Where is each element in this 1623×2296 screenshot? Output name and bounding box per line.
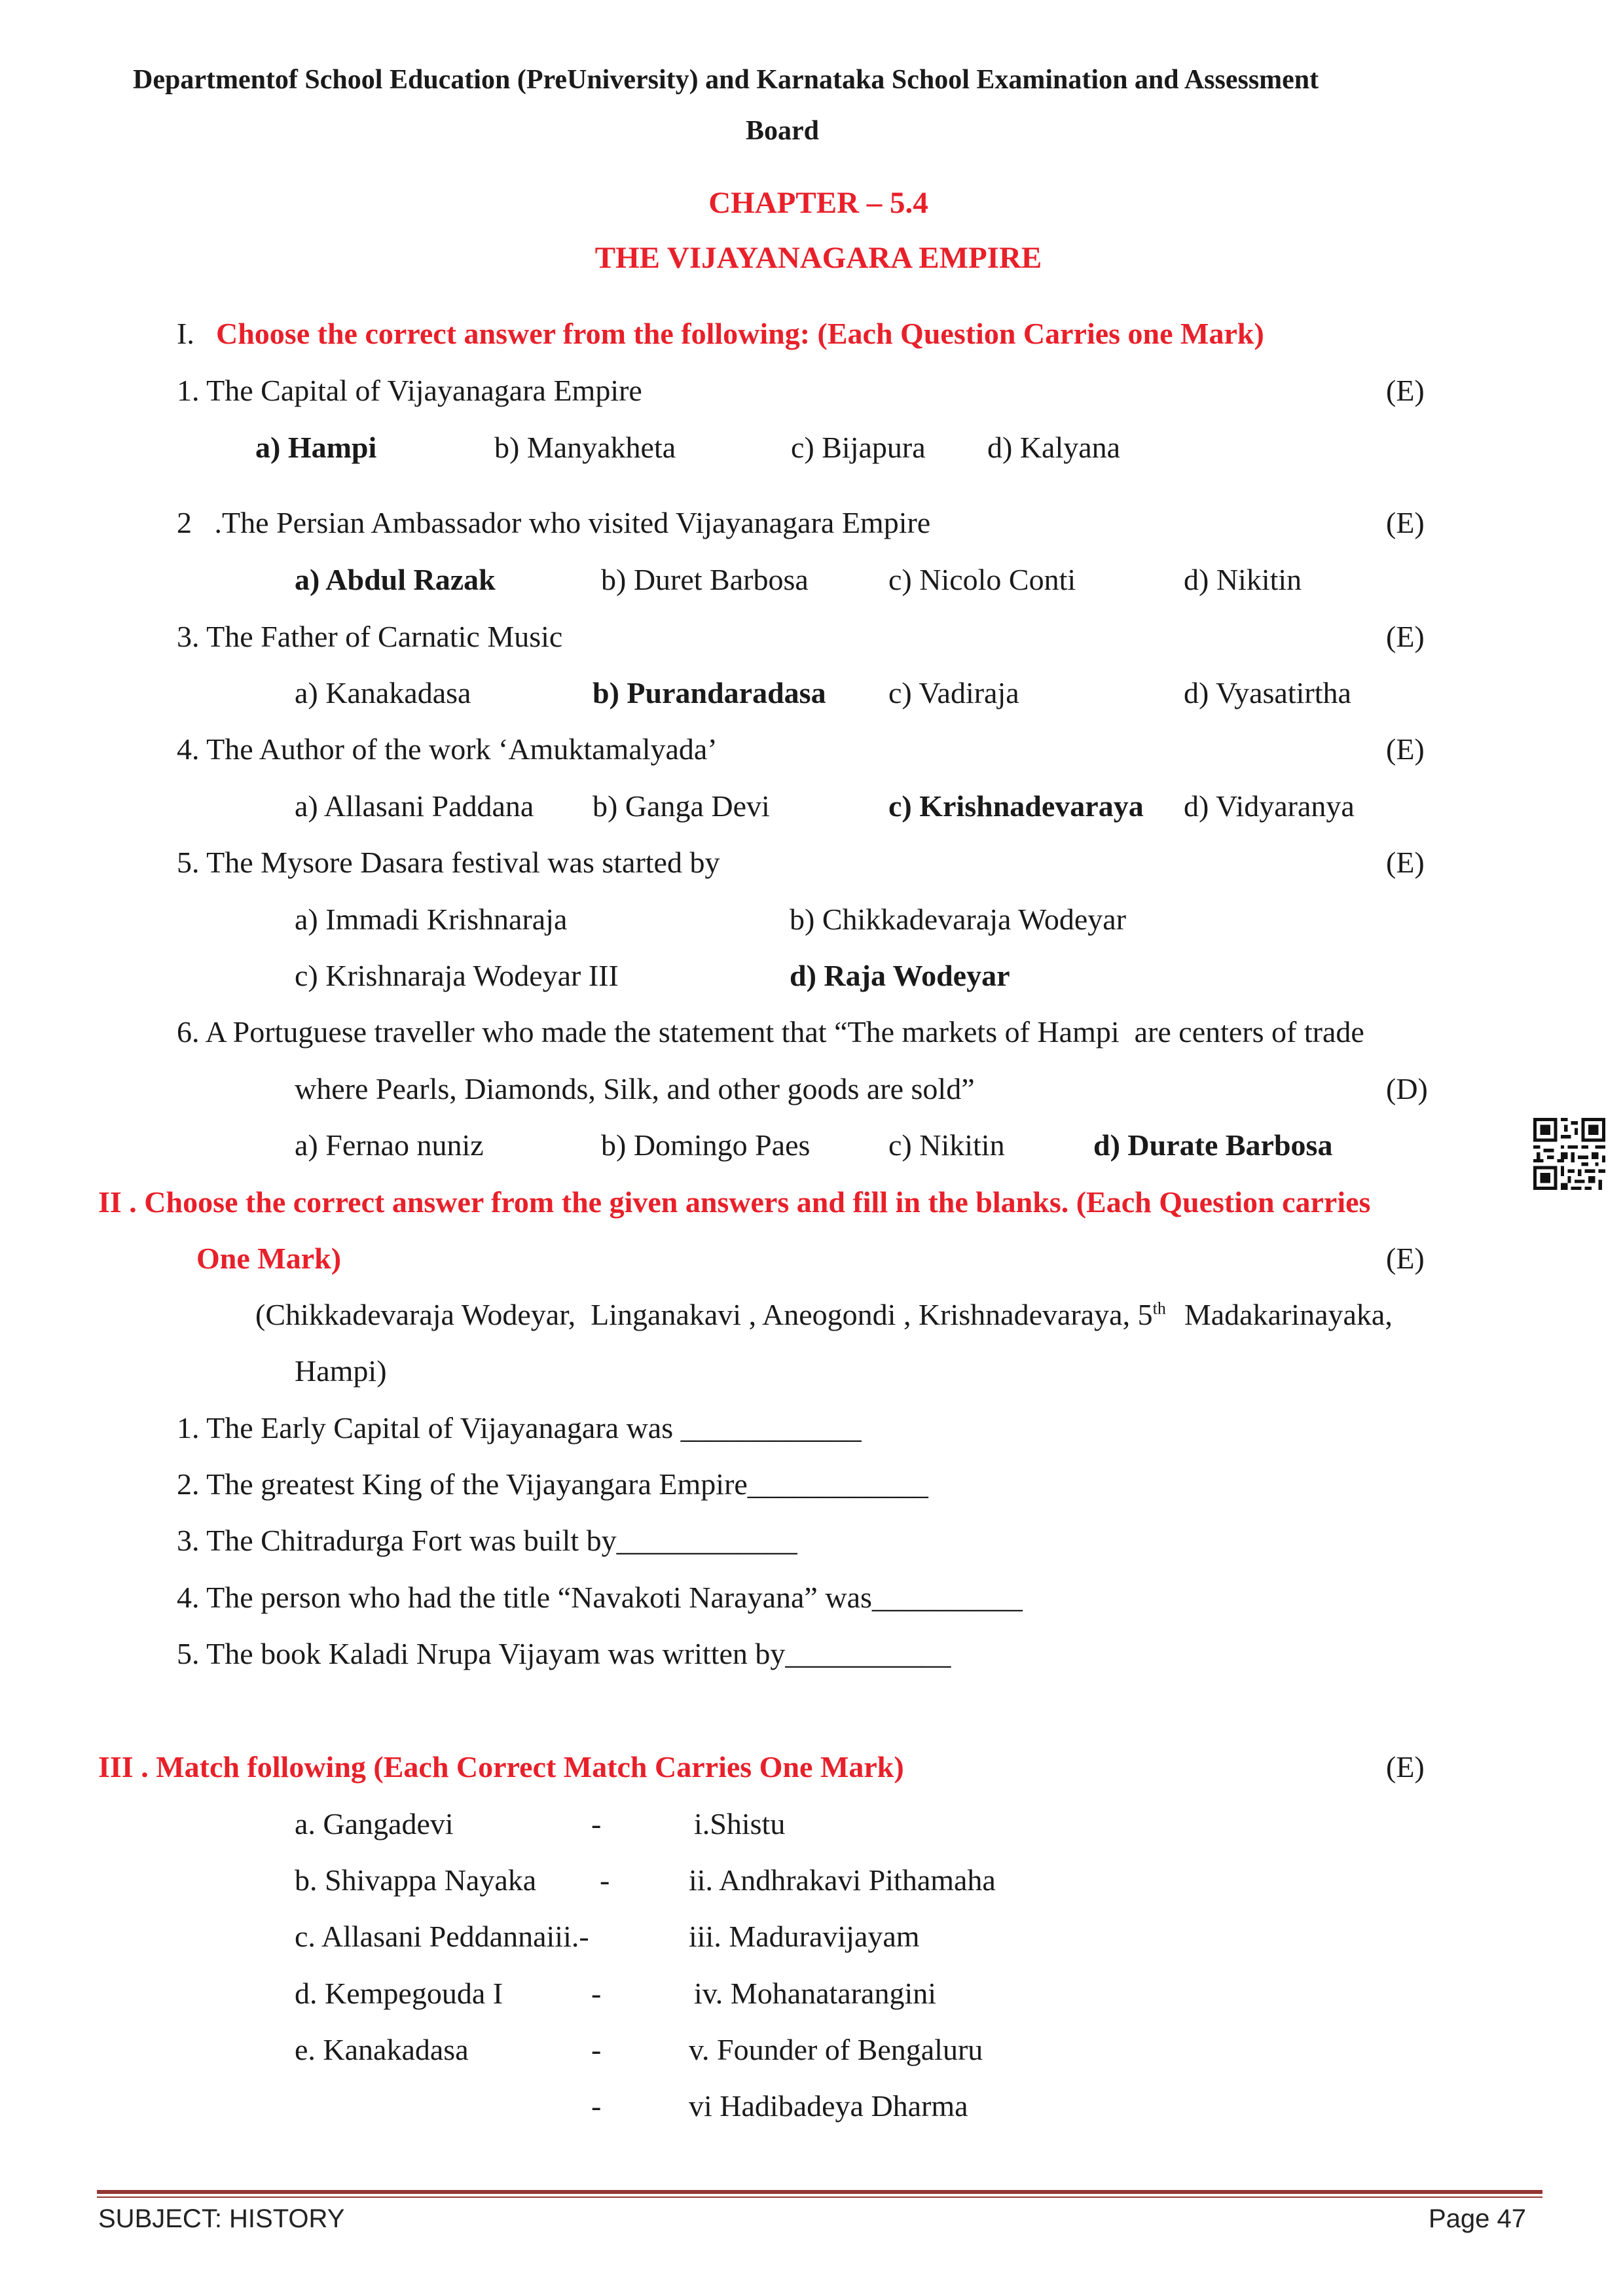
q1-option-a: a) Hampi <box>255 431 377 464</box>
question-6: 6. A Portuguese traveller who made the statement that “The markets of Hampi are centers of trade <box>177 1015 1364 1049</box>
section2-mark: (E) <box>1386 1242 1425 1275</box>
q4-option-a: a) Allasani Paddana <box>295 789 534 823</box>
match-left-b: b. Shivappa Nayaka <box>295 1863 537 1897</box>
q5-option-d: d) Raja Wodeyar <box>790 959 1010 992</box>
answer-choices-line1 <box>255 1297 1393 1332</box>
section1-heading: Choose the correct answer from the following: (Each Question Carries one Mark) <box>216 317 1264 350</box>
match-right-v: v. Founder of Bengaluru <box>689 2033 983 2066</box>
q1-option-b: b) Manyakheta <box>494 431 676 464</box>
answer-choices-line2: Hampi) <box>295 1354 387 1388</box>
board-header-line1: Departmentof School Education (PreUniversity) and Karnataka School Examination and Assessment <box>133 65 1319 95</box>
q6-option-a: a) Fernao nuniz <box>295 1128 484 1162</box>
footer-page-number: Page 47 <box>1429 2204 1527 2233</box>
match-left-e: e. Kanakadasa <box>295 2033 469 2066</box>
match-left-a: a. Gangadevi <box>295 1807 454 1840</box>
match-left-d: d. Kempegouda I <box>295 1977 503 2010</box>
match-dash: - <box>591 2089 602 2123</box>
question-2: 2 .The Persian Ambassador who visited Vijayanagara Empire <box>177 506 931 539</box>
q2-option-b: b) Duret Barbosa <box>601 563 809 596</box>
question-1-mark: (E) <box>1386 374 1425 407</box>
section1-numeral: I. <box>177 317 194 350</box>
chapter-title: THE VIJAYANAGARA EMPIRE <box>594 241 1042 275</box>
fill-blank-2: 2. The greatest King of the Vijayangara Empire____________ <box>177 1467 928 1501</box>
q1-option-c: c) Bijapura <box>791 431 926 464</box>
q3-option-b: b) Purandaradasa <box>593 676 826 709</box>
section3-mark: (E) <box>1386 1750 1425 1784</box>
answer-choices-text: (Chikkadevaraja Wodeyar, Linganakavi , Aneogondi , Krishnadevaraya, 5 <box>255 1298 1153 1331</box>
answer-choices-text-end: Madakarinayaka, <box>1184 1298 1393 1331</box>
q4-option-d: d) Vidyaranya <box>1184 789 1355 823</box>
fill-blank-4: 4. The person who had the title “Navakoti Narayana” was__________ <box>177 1581 1023 1614</box>
question-3: 3. The Father of Carnatic Music <box>177 620 563 653</box>
footer-subject: SUBJECT: HISTORY <box>98 2204 345 2233</box>
q5-option-a: a) Immadi Krishnaraja <box>295 903 568 936</box>
match-dash: - <box>600 1863 610 1897</box>
question-2-mark: (E) <box>1386 506 1425 539</box>
q3-option-a: a) Kanakadasa <box>295 676 471 709</box>
q4-option-c: c) Krishnadevaraya <box>888 789 1144 823</box>
q3-option-c: c) Vadiraja <box>888 676 1019 709</box>
q5-option-c: c) Krishnaraja Wodeyar III <box>295 959 619 992</box>
board-header-line2: Board <box>745 116 819 146</box>
qr-code-icon <box>1533 1118 1605 1190</box>
q3-option-d: d) Vyasatirtha <box>1184 676 1351 709</box>
q6-option-d: d) Durate Barbosa <box>1093 1128 1333 1162</box>
q2-option-d: d) Nikitin <box>1184 563 1302 596</box>
section2-heading-line2: One Mark) <box>196 1242 342 1275</box>
fill-blank-3: 3. The Chitradurga Fort was built by____________ <box>177 1524 797 1557</box>
chapter-number: CHAPTER – 5.4 <box>708 186 928 220</box>
question-1: 1. The Capital of Vijayanagara Empire <box>177 374 642 407</box>
fill-blank-5: 5. The book Kaladi Nrupa Vijayam was written by___________ <box>177 1637 951 1670</box>
section2-heading-line1: II . Choose the correct answer from the given answers and fill in the blanks. (Each Question carries <box>98 1185 1371 1219</box>
match-right-vi: vi Hadibadeya Dharma <box>689 2089 968 2123</box>
footer-rule-thin <box>97 2197 1542 2198</box>
question-6-mark: (D) <box>1386 1072 1428 1105</box>
question-4-mark: (E) <box>1386 732 1425 766</box>
match-dash: - <box>591 1807 602 1840</box>
match-right-i: i.Shistu <box>694 1807 786 1840</box>
match-right-ii: ii. Andhrakavi Pithamaha <box>689 1863 996 1897</box>
q2-option-a: a) Abdul Razak <box>295 563 496 596</box>
match-right-iii: iii. Maduravijayam <box>689 1920 920 1953</box>
q1-option-d: d) Kalyana <box>987 431 1121 464</box>
question-5: 5. The Mysore Dasara festival was started by <box>177 846 720 879</box>
match-left-c: c. Allasani Peddannaiii.- <box>295 1920 589 1953</box>
question-3-mark: (E) <box>1386 620 1425 653</box>
question-6-cont: where Pearls, Diamonds, Silk, and other goods are sold” <box>295 1072 975 1105</box>
q4-option-b: b) Ganga Devi <box>593 789 770 823</box>
footer-rule <box>97 2190 1542 2194</box>
section3-heading: III . Match following (Each Correct Match Carries One Mark) <box>98 1750 904 1784</box>
question-5-mark: (E) <box>1386 846 1425 879</box>
q6-option-c: c) Nikitin <box>888 1128 1005 1162</box>
match-dash: - <box>591 1977 602 2010</box>
match-dash: - <box>591 2033 602 2066</box>
q5-option-b: b) Chikkadevaraja Wodeyar <box>790 903 1127 936</box>
match-right-iv: iv. Mohanatarangini <box>694 1977 937 2010</box>
q6-option-b: b) Domingo Paes <box>601 1128 811 1162</box>
fill-blank-1: 1. The Early Capital of Vijayanagara was ____________ <box>177 1411 862 1444</box>
q2-option-c: c) Nicolo Conti <box>888 563 1076 596</box>
ordinal-suffix: th <box>1152 1299 1166 1318</box>
question-4: 4. The Author of the work ‘Amuktamalyada’ <box>177 732 718 766</box>
